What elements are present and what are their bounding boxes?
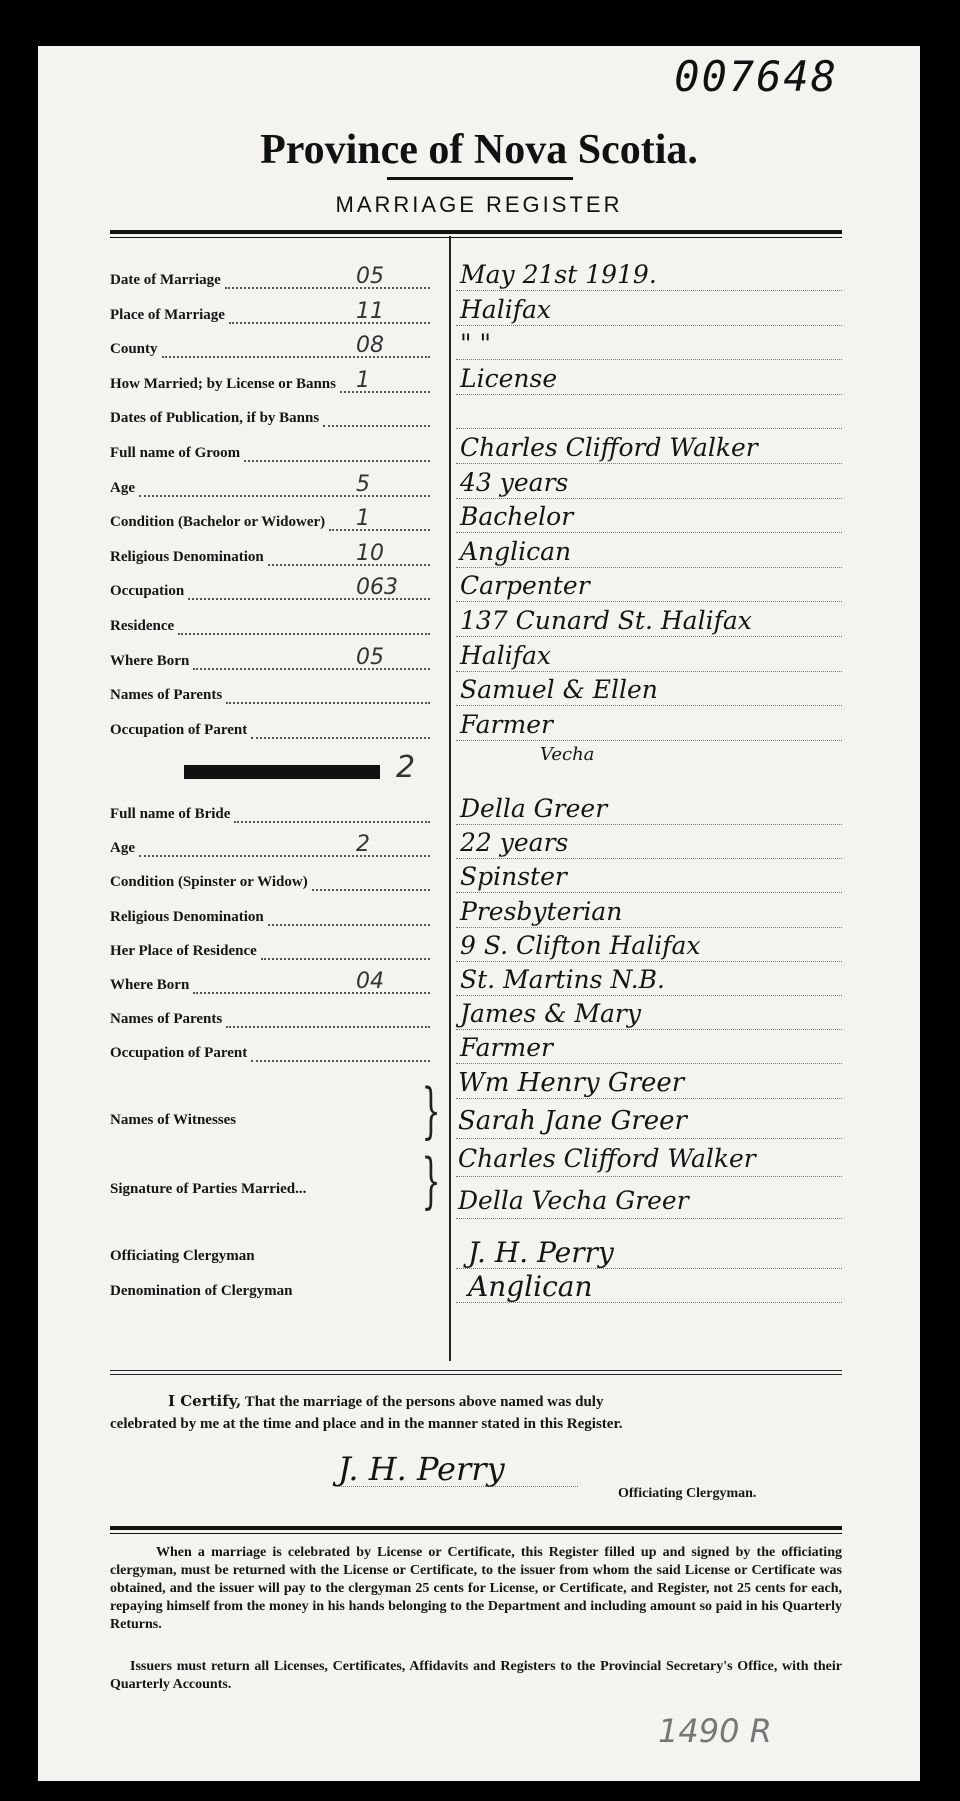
field-value: Charles Clifford Walker [460, 433, 758, 462]
leader-dots [139, 855, 430, 857]
field-code: 1 [356, 367, 370, 393]
field-value: 22 years [460, 828, 569, 858]
field-value: Spinster [460, 862, 567, 892]
answer-line [456, 892, 842, 893]
signature-brace: } [421, 1146, 441, 1216]
denomination-label: Denomination of Clergyman [110, 1283, 293, 1299]
answer-line [456, 740, 842, 741]
certify-line-1 [168, 1392, 848, 1411]
answer-line [456, 567, 842, 568]
column-divider [449, 236, 451, 1361]
witness-1: Wm Henry Greer [458, 1068, 685, 1098]
leader-dots [329, 529, 430, 531]
witness-2: Sarah Jane Greer [458, 1106, 687, 1136]
bride-section-code: 2 [396, 750, 416, 785]
field-value: Halifax [460, 640, 551, 670]
field-code: 08 [356, 333, 384, 359]
answer-line [456, 428, 842, 429]
field-label: Occupation of Parent [110, 1045, 248, 1062]
file-stamp: 1490 R [658, 1712, 772, 1750]
field-value: " " [460, 329, 491, 359]
leader-dots [261, 958, 430, 960]
field-label: Religious Denomination [110, 548, 264, 565]
leader-dots [229, 322, 430, 324]
field-label: Full name of Bride [110, 806, 231, 822]
witnesses-brace: } [421, 1076, 441, 1146]
leader-dots [268, 564, 430, 566]
field-value: 9 S. Clifton Halifax [460, 930, 701, 960]
field-code: 05 [356, 644, 384, 670]
notice-paragraph: When a marriage is celebrated by License or Certificate, this Register filled up and signed by the officiating clergyman, must be returned with the License or Certificate, to the issuer from whom the said License or Certificate was obtained, and the issuer will pay to the clergyman 25 cents for License, or Certificate, and Register, not 25 cents for each, repaying himself from the money in his hands belonging to the Department and including amount so paid in his Quarterly Returns. [110, 1545, 842, 1632]
field-code: 04 [356, 969, 384, 994]
witnesses-label: Names of Witnesses [110, 1112, 237, 1128]
answer-line [456, 636, 842, 637]
answer-line [456, 394, 842, 395]
leader-dots [251, 1060, 430, 1062]
answer-line [456, 532, 842, 533]
field-label: Occupation of Parent [110, 721, 248, 738]
officiating-value: J. H. Perry [468, 1236, 614, 1269]
signature-label: Signature of Parties Married... [110, 1181, 307, 1197]
answer-line [456, 463, 842, 464]
field-code: 11 [356, 298, 384, 324]
notice-divider [110, 1526, 842, 1534]
answer-line [456, 1063, 842, 1064]
leader-dots [340, 391, 430, 393]
field-label: Place of Marriage [110, 306, 225, 323]
answer-line [456, 1302, 842, 1303]
leader-dots [178, 633, 430, 635]
field-label: County [110, 341, 158, 358]
answer-line [456, 290, 842, 291]
field-code: 10 [356, 540, 384, 566]
answer-line [456, 1176, 842, 1177]
field-label: Where Born [110, 652, 190, 669]
issuers-paragraph: Issuers must return all Licenses, Certificates, Affidavits and Registers to the Provincial Secretary's Office, with their Quarterly Accounts. [110, 1659, 842, 1692]
page-title: Province of Nova Scotia. [260, 127, 698, 173]
certify-text-2: celebrated by me at the time and place and in the manner stated in this Register. [110, 1416, 623, 1432]
answer-line [456, 671, 842, 672]
field-value: Della Greer [460, 794, 608, 823]
field-value: License [460, 363, 558, 393]
top-divider [110, 230, 842, 238]
certify-caption: Officiating Clergyman. [618, 1486, 757, 1501]
field-label: Condition (Spinster or Widow) [110, 874, 308, 891]
answer-line [456, 498, 842, 499]
officiating-label: Officiating Clergyman [110, 1248, 255, 1264]
field-label: Residence [110, 618, 175, 634]
field-value: Carpenter [460, 571, 590, 601]
field-code: 2 [356, 832, 370, 858]
leader-dots [193, 992, 430, 994]
field-code: 5 [356, 471, 370, 497]
field-code: 05 [356, 264, 384, 289]
field-label: Her Place of Residence [110, 942, 257, 959]
signature-line [338, 1486, 578, 1487]
answer-line [456, 1098, 842, 1099]
answer-line [456, 927, 842, 928]
field-value: Halifax [460, 294, 551, 324]
title-rule [387, 177, 573, 180]
certify-lead: I Certify, [168, 1392, 242, 1410]
field-value: St. Martins N.B. [460, 965, 665, 994]
register-form [38, 46, 920, 1781]
answer-line [456, 961, 842, 962]
certify-divider [110, 1370, 842, 1375]
answer-line [456, 1218, 842, 1219]
field-value: Presbyterian [460, 896, 623, 926]
leader-dots [226, 702, 430, 704]
answer-line [456, 325, 842, 326]
bride-section-bar [184, 765, 380, 779]
answer-line [456, 824, 842, 825]
field-code: 1 [356, 506, 370, 532]
denomination-value: Anglican [468, 1270, 593, 1303]
field-value: 137 Cunard St. Halifax [460, 606, 752, 635]
field-label: Date of Marriage [110, 272, 221, 288]
leader-dots [225, 287, 430, 289]
groom-signature: Charles Clifford Walker [458, 1144, 756, 1173]
leader-dots [193, 668, 430, 670]
leader-dots [323, 425, 430, 427]
field-label: Occupation [110, 583, 185, 600]
certify-text-1: That the marriage of the persons above named was duly [244, 1394, 604, 1410]
field-label: Full name of Groom [110, 445, 241, 461]
answer-line [456, 858, 842, 859]
document-number: 007648 [674, 52, 838, 101]
answer-line [456, 359, 842, 360]
field-value: James & Mary [460, 999, 641, 1029]
field-value: Samuel & Ellen [460, 675, 658, 705]
answer-line [456, 1138, 842, 1139]
leader-dots [139, 495, 430, 497]
answer-line [456, 1268, 842, 1269]
leader-dots [162, 356, 430, 358]
field-label: Where Born [110, 977, 190, 993]
answer-line [456, 705, 842, 706]
field-label: Dates of Publication, if by Banns [110, 410, 320, 427]
field-value: Anglican [460, 536, 572, 566]
answer-line [456, 1029, 842, 1030]
field-label: Names of Parents [110, 687, 223, 704]
field-value: 43 years [460, 467, 569, 497]
leader-dots [234, 821, 430, 823]
field-label: Age [110, 479, 135, 496]
field-value: Bachelor [460, 502, 574, 532]
leader-dots [268, 924, 430, 926]
field-label: Religious Denomination [110, 908, 264, 925]
page-subtitle: MARRIAGE REGISTER [335, 192, 623, 217]
bride-name-insert: Vecha [540, 744, 595, 765]
leader-dots [226, 1026, 430, 1028]
bride-signature: Della Vecha Greer [458, 1186, 689, 1215]
field-value: Farmer [460, 1033, 553, 1063]
answer-line [456, 995, 842, 996]
leader-dots [244, 460, 430, 462]
leader-dots [312, 889, 430, 891]
field-label: Names of Parents [110, 1011, 223, 1028]
answer-line [456, 601, 842, 602]
field-label: Age [110, 840, 135, 857]
leader-dots [251, 737, 430, 739]
field-label: How Married; by License or Banns [110, 375, 336, 392]
certify-signature: J. H. Perry [338, 1450, 505, 1488]
field-value: May 21st 1919. [460, 260, 657, 289]
field-code: 063 [356, 575, 398, 601]
field-value: Farmer [460, 709, 553, 739]
field-label: Condition (Bachelor or Widower) [110, 514, 326, 531]
